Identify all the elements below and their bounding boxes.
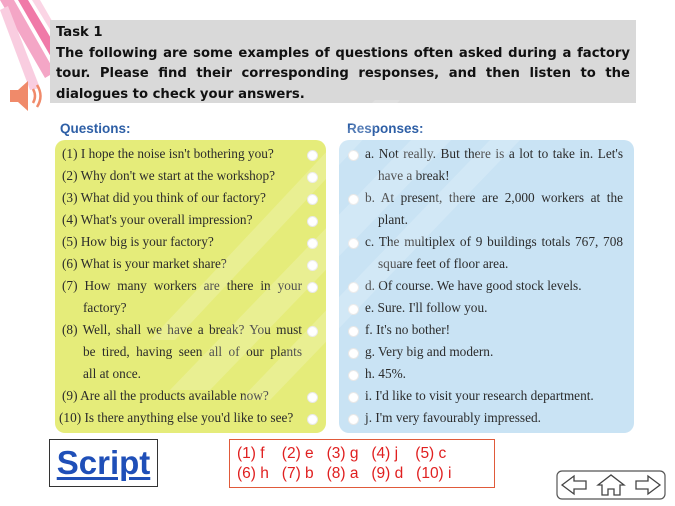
response-a-line-2: have a break! — [378, 168, 450, 183]
question-7-line-2: factory? — [83, 300, 127, 315]
response-g: g. Very big and modern. — [365, 344, 494, 359]
response-i-match-dot[interactable] — [348, 392, 359, 403]
question-9: (9) Are all the products available now? — [62, 388, 269, 403]
response-c-match-dot[interactable] — [348, 238, 359, 249]
question-8-line-2: be tired, having seen all of our plants — [83, 344, 302, 359]
questions-panel — [55, 140, 326, 433]
question-8-line-1: (8) Well, shall we have a break? You must — [62, 322, 302, 337]
question-1-match-dot[interactable] — [307, 150, 318, 161]
question-7-match-dot[interactable] — [307, 282, 318, 293]
response-c-line-2: square feet of floor area. — [378, 256, 509, 271]
script-button[interactable]: Script — [49, 439, 158, 487]
response-d-match-dot[interactable] — [348, 282, 359, 293]
question-10-match-dot[interactable] — [307, 414, 318, 425]
answer-key — [229, 439, 495, 488]
question-5: (5) How big is your factory? — [62, 234, 214, 249]
question-4-match-dot[interactable] — [307, 216, 318, 227]
response-i: i. I'd like to visit your research department. — [365, 388, 594, 403]
answer-key-line-1: (1) f (2) e (3) g (4) j (5) c — [237, 445, 447, 462]
response-f: f. It's no bother! — [365, 322, 451, 337]
question-6: (6) What is your market share? — [62, 256, 227, 271]
question-1: (1) I hope the noise isn't bothering you? — [62, 146, 274, 161]
question-2: (2) Why don't we start at the workshop? — [62, 168, 276, 183]
response-e: e. Sure. I'll follow you. — [365, 300, 488, 315]
question-8-match-dot[interactable] — [307, 326, 318, 337]
responses-panel — [339, 140, 634, 433]
question-7-line-1: (7) How many workers are there in your — [62, 278, 302, 293]
response-c-line-1: c. The multiplex of 9 buildings totals 767, 708 — [365, 234, 623, 249]
response-h-match-dot[interactable] — [348, 370, 359, 381]
task-instructions — [50, 20, 636, 103]
response-e-match-dot[interactable] — [348, 304, 359, 315]
response-g-match-dot[interactable] — [348, 348, 359, 359]
speaker-icon[interactable] — [6, 76, 50, 116]
response-a-match-dot[interactable] — [348, 150, 359, 161]
response-d: d. Of course. We have good stock levels. — [365, 278, 582, 293]
response-f-match-dot[interactable] — [348, 326, 359, 337]
response-h: h. 45%. — [365, 366, 406, 381]
navigation-controls — [556, 470, 666, 500]
response-a-line-1: a. Not really. But there is a lot to take in. Let's — [365, 146, 623, 161]
response-b-line-1: b. At present, there are 2,000 workers at the — [365, 190, 623, 205]
task-body: The following are some examples of questions often asked during a factory tour. Please find their corresponding responses, and then listen to the dialogues to check your answers. — [56, 45, 630, 102]
responses-header: Responses: — [347, 121, 424, 136]
question-8-line-3: all at once. — [83, 366, 141, 381]
question-2-match-dot[interactable] — [307, 172, 318, 183]
task-title: Task 1 — [56, 25, 103, 40]
response-j-match-dot[interactable] — [348, 414, 359, 425]
question-6-match-dot[interactable] — [307, 260, 318, 271]
question-9-match-dot[interactable] — [307, 392, 318, 403]
question-4: (4) What's your overall impression? — [62, 212, 253, 227]
question-3: (3) What did you think of our factory? — [62, 190, 266, 205]
response-j: j. I'm very favourably impressed. — [365, 410, 541, 425]
questions-header: Questions: — [60, 121, 131, 136]
answer-key-line-2: (6) h (7) b (8) a (9) d (10) i — [237, 465, 452, 482]
response-b-line-2: plant. — [378, 212, 408, 227]
question-3-match-dot[interactable] — [307, 194, 318, 205]
question-10: (10) Is there anything else you'd like to see? — [59, 410, 294, 425]
response-b-match-dot[interactable] — [348, 194, 359, 205]
question-5-match-dot[interactable] — [307, 238, 318, 249]
